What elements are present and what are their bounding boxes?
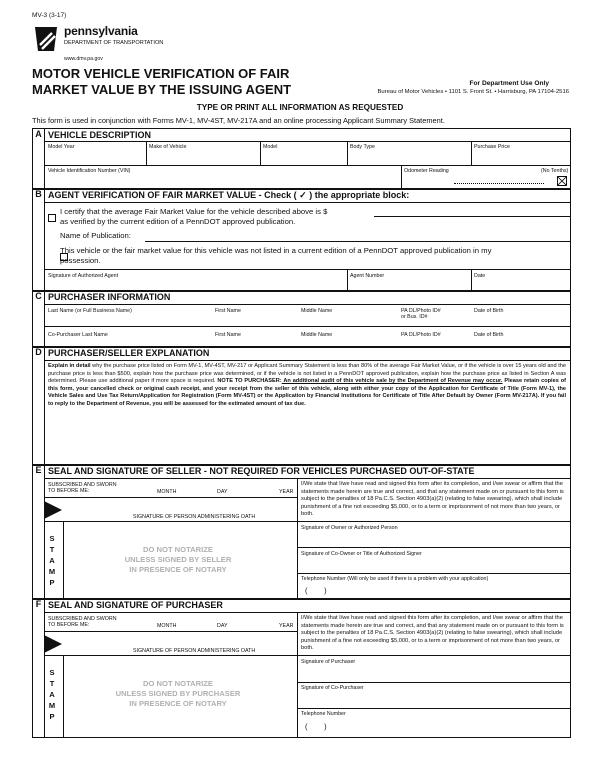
- section-e: [32, 464, 571, 600]
- oath-signature-label: SIGNATURE OF PERSON ADMINISTERING OATH: [133, 514, 256, 520]
- before-me-label: TO BEFORE ME:: [48, 488, 90, 494]
- make-field[interactable]: [149, 150, 257, 162]
- affirmation-text: I/We state that I/we have read and signed this form after its completion, and I/we swear or affirm that the statements made herein are true and correct, and that any statement made on or pursuant to this form is subject to the penalties of 18 Pa.C.S. Section 4903(a)(2) (relating to false swearing), which shall include punishment of a fine not exceeding $5,000, or to a term or imprisonment of not more than two years, or both.: [301, 615, 564, 651]
- sworn-label: SUBSCRIBED AND SWORN: [48, 482, 117, 488]
- notary-warning: DO NOT NOTARIZE UNLESS SIGNED BY PURCHASER IN PRESENCE OF NOTARY: [115, 679, 241, 708]
- purchase-price-field[interactable]: [474, 150, 566, 162]
- section-d: [32, 346, 571, 466]
- middle-name-label: Middle Name: [301, 308, 333, 314]
- form-title-line2: MARKET VALUE BY THE ISSUING AGENT: [32, 82, 292, 97]
- form-title-line1: MOTOR VEHICLE VERIFICATION OF FAIR: [32, 66, 290, 81]
- fmv-amount-field[interactable]: [374, 215, 570, 217]
- section-letter: B: [33, 189, 45, 291]
- section-c: [32, 290, 571, 348]
- explanation-field[interactable]: [48, 423, 566, 463]
- vin-field[interactable]: [48, 174, 398, 186]
- section-letter: E: [33, 465, 45, 599]
- agent-signature-field[interactable]: [48, 279, 343, 290]
- dl-label: PA DL/Photo ID#: [401, 308, 441, 314]
- phone-field[interactable]: ( ): [305, 722, 327, 731]
- first-name-field[interactable]: [215, 314, 295, 324]
- logo-url: www.dmv.pa.gov: [64, 56, 103, 62]
- phone-field[interactable]: ( ): [305, 586, 327, 595]
- owner-signature-label: Signature of Owner or Authorized Person: [301, 525, 398, 531]
- co-purchaser-signature-field[interactable]: [301, 692, 566, 706]
- print-notice: TYPE OR PRINT ALL INFORMATION AS REQUESTED: [196, 103, 404, 112]
- explain-text: why the purchase price listed on Form MV-1, MV-4ST, MV-217 or Applicant Summary Statement is less than 80% of the average Fair Market Value, or if the vehicle is over 15 years old and the purchase price is less than $500, explain how the purchase price was determined, or if the vehicle is not listed in a PennDOT approved publication, explain how the purchase price as listed in Section A was determined. Please use additional paper if more space is required.: [48, 363, 566, 385]
- section-title: VEHICLE DESCRIPTION: [48, 130, 152, 140]
- co-middle-name-field[interactable]: [301, 338, 396, 346]
- dl-field[interactable]: [433, 314, 471, 324]
- co-first-name-field[interactable]: [215, 338, 295, 346]
- fmv-certify-text: I certify that the average Fair Market Value for the vehicle described above is $: [60, 207, 328, 216]
- day-label: DAY: [217, 489, 228, 495]
- notary-warning: DO NOT NOTARIZE UNLESS SIGNED BY SELLER IN PRESENCE OF NOTARY: [124, 545, 232, 574]
- section-title: PURCHASER INFORMATION: [48, 292, 171, 302]
- arrow-icon: [44, 635, 62, 653]
- co-first-name-label: First Name: [215, 332, 241, 338]
- model-year-label: Model Year: [48, 144, 75, 150]
- explain-bold: Explain in detail: [48, 363, 91, 369]
- section-a: [32, 128, 571, 190]
- month-label: MONTH: [157, 623, 177, 629]
- day-label: DAY: [217, 623, 228, 629]
- co-owner-signature-label: Signature of Co-Owner or Title of Authorized Signer: [301, 551, 422, 557]
- co-dob-label: Date of Birth: [474, 332, 504, 338]
- logo-dept: DEPARTMENT OF TRANSPORTATION: [64, 40, 164, 46]
- retain-copies-note: Please retain copies of this form, your cancelled check or original cash receipt, and your receipt from the seller of this vehicle, along with either your copy of the Application for Certificate of Title (Form MV-1), the Vehicle Sales and Use Tax Return/Application for Registration (Form MV-4ST) or the Application by Financial Institutions for Certificate of Title After Default by Owner (Form MV-217A). If you fail to reply to the Department of Revenue, you will be assessed for the estimated amount of tax due.: [48, 378, 566, 407]
- dob-label: Date of Birth: [474, 308, 504, 314]
- model-label: Model: [263, 144, 278, 150]
- model-year-field[interactable]: [48, 150, 143, 162]
- oath-signature-field[interactable]: [67, 501, 293, 513]
- section-title: SEAL AND SIGNATURE OF SELLER - NOT REQUIRED FOR VEHICLES PURCHASED OUT-OF-STATE: [48, 466, 475, 476]
- stamp-letters: S T A M P: [48, 534, 56, 587]
- body-type-label: Body Type: [350, 144, 375, 150]
- body-type-field[interactable]: [350, 150, 468, 162]
- publication-field[interactable]: [145, 240, 570, 242]
- section-letter: C: [33, 291, 45, 347]
- co-dl-field[interactable]: [401, 338, 471, 346]
- co-last-name-field[interactable]: [48, 338, 208, 346]
- odometer-label: Odometer Reading: [404, 168, 449, 174]
- co-dob-field[interactable]: [474, 338, 566, 346]
- co-last-name-label: Co-Purchaser Last Name: [48, 332, 108, 338]
- co-dl-label: PA DL/Photo ID#: [401, 332, 441, 338]
- section-f: [32, 598, 571, 738]
- section-letter: F: [33, 599, 45, 737]
- agent-date-field[interactable]: [474, 279, 566, 290]
- dob-field[interactable]: [474, 314, 566, 324]
- oath-signature-field[interactable]: [67, 635, 293, 647]
- not-listed-text: This vehicle or the fair market value for this vehicle was not listed in a current edition of a PennDOT approved publication in my: [60, 246, 492, 255]
- bus-id-label: or Bus. ID#: [401, 314, 428, 320]
- note-to-purchaser: NOTE TO PURCHASER:: [217, 378, 282, 385]
- last-name-field[interactable]: [48, 314, 208, 324]
- affirmation-text: I/We state that I/we have read and signed this form after its completion, and I/we swear or affirm that the statements made herein are true and correct, and that any statement made on or pursuant to this form is subject to the penalties of 18 Pa.C.S. Section 4903(a)(2) (relating to false swearing), which shall include punishment of a fine not exceeding $5,000, or to a term or imprisonment of not more than two years, or both.: [301, 481, 564, 517]
- publication-label: Name of Publication:: [60, 231, 131, 240]
- x-mark-icon: [558, 177, 566, 185]
- model-field[interactable]: [263, 150, 344, 162]
- tenths-box[interactable]: [557, 176, 567, 186]
- year-label: YEAR: [279, 623, 294, 629]
- section-title: AGENT VERIFICATION OF FAIR MARKET VALUE - Check ( ✓ ) the appropriate block:: [48, 190, 410, 200]
- month-label: MONTH: [157, 489, 177, 495]
- co-owner-signature-field[interactable]: [301, 558, 566, 571]
- keystone-logo-icon: [32, 25, 60, 53]
- audit-note: An additional audit of this vehicle sale by the Department of Revenue may occur.: [281, 378, 503, 385]
- intro-text: This form is used in conjunction with Forms MV-1, MV-4ST, MV-217A and an online processing Applicant Summary Statement.: [32, 116, 445, 125]
- section-letter: A: [33, 129, 45, 189]
- explanation-instructions: [48, 363, 566, 409]
- year-label: YEAR: [279, 489, 294, 495]
- first-name-label: First Name: [215, 308, 241, 314]
- department-use-label: For Department Use Only: [469, 80, 549, 87]
- agent-number-field[interactable]: [350, 279, 468, 290]
- middle-name-field[interactable]: [301, 314, 396, 324]
- sworn-label: SUBSCRIBED AND SWORN: [48, 616, 117, 622]
- phone-label: Telephone Number (Will only be used if there is a problem with your application): [301, 576, 489, 582]
- fmv-verified-text: as verified by the current edition of a PennDOT approved publication.: [60, 217, 296, 226]
- last-name-label: Last Name (or Full Business Name): [48, 308, 132, 314]
- section-title: SEAL AND SIGNATURE OF PURCHASER: [48, 600, 223, 610]
- section-letter: D: [33, 347, 45, 465]
- purchaser-signature-field[interactable]: [301, 666, 566, 680]
- phone-label: Telephone Number: [301, 711, 346, 717]
- form-id: MV-3 (3-17): [32, 12, 67, 19]
- section-b: [32, 188, 571, 292]
- stamp-letters: S T A M P: [48, 668, 56, 721]
- department-address: Bureau of Motor Vehicles • 1101 S. Front St. • Harrisburg, PA 17104-2516: [377, 89, 569, 95]
- purchase-price-label: Purchase Price: [474, 144, 510, 150]
- odometer-field[interactable]: [454, 175, 544, 184]
- logo-brand: pennsylvania: [64, 24, 138, 38]
- agent-date-label: Date: [474, 273, 486, 279]
- owner-signature-field[interactable]: [301, 532, 566, 545]
- make-label: Make of Vehicle: [149, 144, 187, 150]
- purchaser-signature-label: Signature of Purchaser: [301, 659, 356, 665]
- arrow-icon: [44, 501, 62, 519]
- section-title: PURCHASER/SELLER EXPLANATION: [48, 348, 210, 358]
- agent-number-label: Agent Number: [350, 273, 385, 279]
- fmv-certify-checkbox[interactable]: [48, 214, 56, 222]
- no-tenths-label: (No Tenths): [541, 168, 569, 174]
- before-me-label: TO BEFORE ME:: [48, 622, 90, 628]
- oath-signature-label: SIGNATURE OF PERSON ADMINISTERING OATH: [133, 648, 256, 654]
- not-listed-text-2: possession.: [60, 256, 101, 265]
- vin-label: Vehicle Identification Number (VIN): [48, 168, 131, 174]
- co-middle-name-label: Middle Name: [301, 332, 333, 338]
- agent-signature-label: Signature of Authorized Agent: [48, 273, 119, 279]
- co-purchaser-signature-label: Signature of Co-Purchaser: [301, 685, 364, 691]
